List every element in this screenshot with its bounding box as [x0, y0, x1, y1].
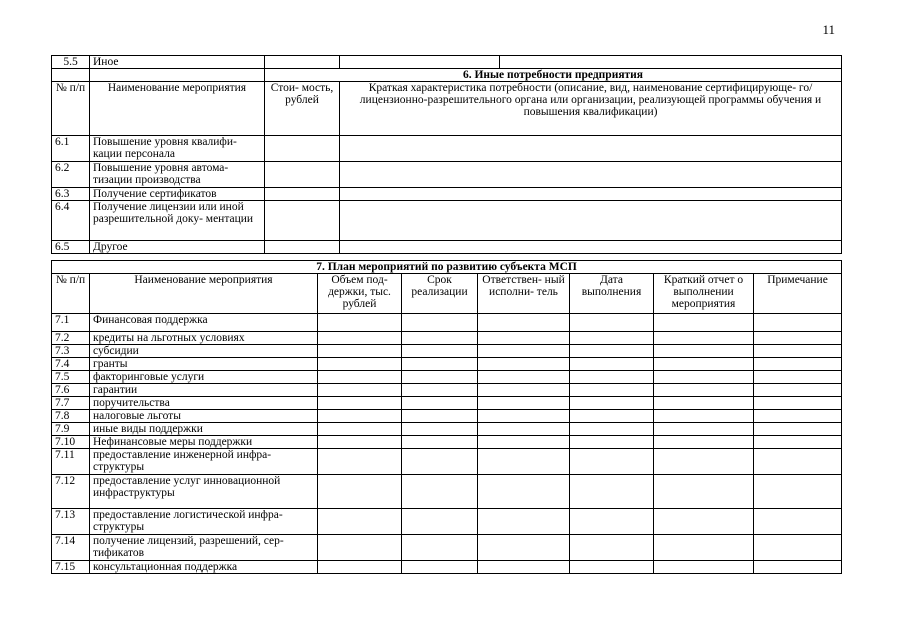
- cell: [478, 509, 570, 535]
- cell: [402, 384, 478, 397]
- cell: [754, 397, 842, 410]
- row-label: Получение лицензии или иной разрешительной доку- ментации: [90, 201, 265, 241]
- section7-title: 7. План мероприятий по развитию субъекта МСП: [52, 261, 842, 274]
- cell: [478, 475, 570, 509]
- header-volume: Объем под- держки, тыс. рублей: [318, 274, 402, 314]
- row-number: 6.4: [52, 201, 90, 241]
- row-number: 7.8: [52, 410, 90, 423]
- cell: [570, 410, 654, 423]
- cell: [754, 371, 842, 384]
- cell: [402, 535, 478, 561]
- cell: [402, 410, 478, 423]
- cell: [318, 332, 402, 345]
- cell: [478, 436, 570, 449]
- row-number: 7.2: [52, 332, 90, 345]
- cell: [318, 436, 402, 449]
- cell: [318, 371, 402, 384]
- cell: [318, 384, 402, 397]
- row-label: налоговые льготы: [90, 410, 318, 423]
- header-term: Срок реализации: [402, 274, 478, 314]
- cell: [402, 436, 478, 449]
- cell: [654, 314, 754, 332]
- cell: [265, 136, 340, 162]
- cell: [570, 509, 654, 535]
- cell: [318, 397, 402, 410]
- row-label: Повышение уровня автома- тизации производства: [90, 162, 265, 188]
- table-row: [52, 162, 842, 188]
- row-label: Иное: [90, 56, 265, 69]
- row-5-5: [52, 56, 842, 69]
- cell: [402, 397, 478, 410]
- table-row: [52, 475, 842, 509]
- table-row: [52, 332, 842, 345]
- cell: [654, 423, 754, 436]
- cell: [570, 436, 654, 449]
- row-label: иные виды поддержки: [90, 423, 318, 436]
- table-row: [52, 509, 842, 535]
- cell: [340, 56, 500, 69]
- row-label: гранты: [90, 358, 318, 371]
- cell: [754, 314, 842, 332]
- table-row: [52, 201, 842, 241]
- table-row: [52, 314, 842, 332]
- row-number: 7.1: [52, 314, 90, 332]
- cell: [318, 358, 402, 371]
- cell: [754, 410, 842, 423]
- cell: [500, 56, 842, 69]
- cell: [402, 423, 478, 436]
- cell: [754, 345, 842, 358]
- cell: [265, 241, 340, 254]
- row-number: 7.9: [52, 423, 90, 436]
- cell: [340, 241, 842, 254]
- cell: [318, 561, 402, 574]
- cell: [478, 410, 570, 423]
- table-row: [52, 561, 842, 574]
- cell: [478, 314, 570, 332]
- row-number: 7.11: [52, 449, 90, 475]
- cell: [318, 314, 402, 332]
- cell: [478, 449, 570, 475]
- cell: [754, 535, 842, 561]
- row-label: Нефинансовые меры поддержки: [90, 436, 318, 449]
- cell: [754, 358, 842, 371]
- cell: [570, 397, 654, 410]
- cell: [570, 535, 654, 561]
- cell: [478, 332, 570, 345]
- cell: [478, 561, 570, 574]
- row-number: 7.4: [52, 358, 90, 371]
- row-number: 6.1: [52, 136, 90, 162]
- table-row: [52, 136, 842, 162]
- cell: [570, 345, 654, 358]
- cell: [402, 332, 478, 345]
- section7-table: [51, 260, 842, 574]
- cell: [402, 345, 478, 358]
- cell: [402, 314, 478, 332]
- header-date: Дата выполнения: [570, 274, 654, 314]
- table-row: [52, 423, 842, 436]
- row-label: предоставление инженерной инфра- структуры: [90, 449, 318, 475]
- cell: [340, 162, 842, 188]
- table-row: [52, 345, 842, 358]
- table-row: [52, 384, 842, 397]
- section6-header: [52, 82, 842, 136]
- row-label: предоставление услуг инновационной инфраструктуры: [90, 475, 318, 509]
- header-report: Краткий отчет о выполнении мероприятия: [654, 274, 754, 314]
- cell: [318, 509, 402, 535]
- row-number: 6.5: [52, 241, 90, 254]
- cell: [402, 561, 478, 574]
- cell: [654, 384, 754, 397]
- cell: [318, 475, 402, 509]
- cell: [52, 69, 90, 82]
- row-label: предоставление логистической инфра- структуры: [90, 509, 318, 535]
- table-row: [52, 241, 842, 254]
- header-responsible: Ответствен- ный исполни- тель: [478, 274, 570, 314]
- cell: [318, 410, 402, 423]
- cell: [654, 371, 754, 384]
- table-row: [52, 371, 842, 384]
- table-row: [52, 436, 842, 449]
- row-label: Получение сертификатов: [90, 188, 265, 201]
- row-number: 7.15: [52, 561, 90, 574]
- cell: [570, 332, 654, 345]
- page-number: 11: [822, 22, 835, 37]
- cell: [654, 449, 754, 475]
- row-label: консультационная поддержка: [90, 561, 318, 574]
- cell: [402, 371, 478, 384]
- cell: [340, 136, 842, 162]
- cell: [570, 358, 654, 371]
- cell: [570, 561, 654, 574]
- row-number: 7.3: [52, 345, 90, 358]
- cell: [654, 475, 754, 509]
- header-num: № п/п: [52, 274, 90, 314]
- cell: [402, 358, 478, 371]
- cell: [654, 535, 754, 561]
- cell: [654, 345, 754, 358]
- header-description: Краткая характеристика потребности (описание, вид, наименование сертифицирующе- го/лицензионно-разрешительного органа или организации, реализующей программы обучения и повышения квалификации): [340, 82, 842, 136]
- row-label: поручительства: [90, 397, 318, 410]
- cell: [340, 188, 842, 201]
- cell: [265, 56, 340, 69]
- cell: [654, 410, 754, 423]
- cell: [478, 358, 570, 371]
- section6-title: 6. Иные потребности предприятия: [265, 69, 842, 82]
- header-num: № п/п: [52, 82, 90, 136]
- cell: [478, 345, 570, 358]
- table-row: [52, 410, 842, 423]
- row-number: 7.6: [52, 384, 90, 397]
- table-row: [52, 449, 842, 475]
- cell: [570, 384, 654, 397]
- cell: [478, 423, 570, 436]
- cell: [654, 332, 754, 345]
- section6-table: [51, 55, 842, 254]
- row-label: Другое: [90, 241, 265, 254]
- cell: [265, 188, 340, 201]
- row-label: гарантии: [90, 384, 318, 397]
- header-name: Наименование мероприятия: [90, 82, 265, 136]
- table-row: [52, 188, 842, 201]
- cell: [570, 449, 654, 475]
- section7-header: [52, 274, 842, 314]
- cell: [570, 314, 654, 332]
- cell: [402, 449, 478, 475]
- cell: [318, 535, 402, 561]
- cell: [265, 201, 340, 241]
- cell: [478, 397, 570, 410]
- cell: [654, 358, 754, 371]
- cell: [318, 449, 402, 475]
- cell: [754, 561, 842, 574]
- row-number: 7.7: [52, 397, 90, 410]
- cell: [654, 561, 754, 574]
- table-row: [52, 397, 842, 410]
- row-label: Финансовая поддержка: [90, 314, 318, 332]
- cell: [754, 436, 842, 449]
- cell: [340, 201, 842, 241]
- row-number: 7.5: [52, 371, 90, 384]
- cell: [654, 509, 754, 535]
- header-name: Наименование мероприятия: [90, 274, 318, 314]
- row-number: 5.5: [52, 56, 90, 69]
- cell: [90, 69, 265, 82]
- cell: [265, 162, 340, 188]
- cell: [570, 371, 654, 384]
- cell: [478, 371, 570, 384]
- table-row: [52, 535, 842, 561]
- row-number: 7.12: [52, 475, 90, 509]
- row-number: 6.3: [52, 188, 90, 201]
- cell: [754, 449, 842, 475]
- row-label: получение лицензий, разрешений, сер- тификатов: [90, 535, 318, 561]
- cell: [570, 475, 654, 509]
- cell: [754, 509, 842, 535]
- cell: [654, 397, 754, 410]
- table-row: [52, 358, 842, 371]
- row-number: 7.10: [52, 436, 90, 449]
- row-label: субсидии: [90, 345, 318, 358]
- row-label: Повышение уровня квалифи- кации персонала: [90, 136, 265, 162]
- cell: [654, 436, 754, 449]
- row-label: кредиты на льготных условиях: [90, 332, 318, 345]
- cell: [402, 509, 478, 535]
- cell: [318, 423, 402, 436]
- cell: [570, 423, 654, 436]
- cell: [754, 332, 842, 345]
- cell: [478, 384, 570, 397]
- cell: [402, 475, 478, 509]
- row-number: 6.2: [52, 162, 90, 188]
- cell: [754, 475, 842, 509]
- cell: [754, 423, 842, 436]
- row-number: 7.14: [52, 535, 90, 561]
- row-number: 7.13: [52, 509, 90, 535]
- cell: [754, 384, 842, 397]
- header-note: Примечание: [754, 274, 842, 314]
- cell: [318, 345, 402, 358]
- header-cost: Стои- мость, рублей: [265, 82, 340, 136]
- cell: [478, 535, 570, 561]
- row-label: факторинговые услуги: [90, 371, 318, 384]
